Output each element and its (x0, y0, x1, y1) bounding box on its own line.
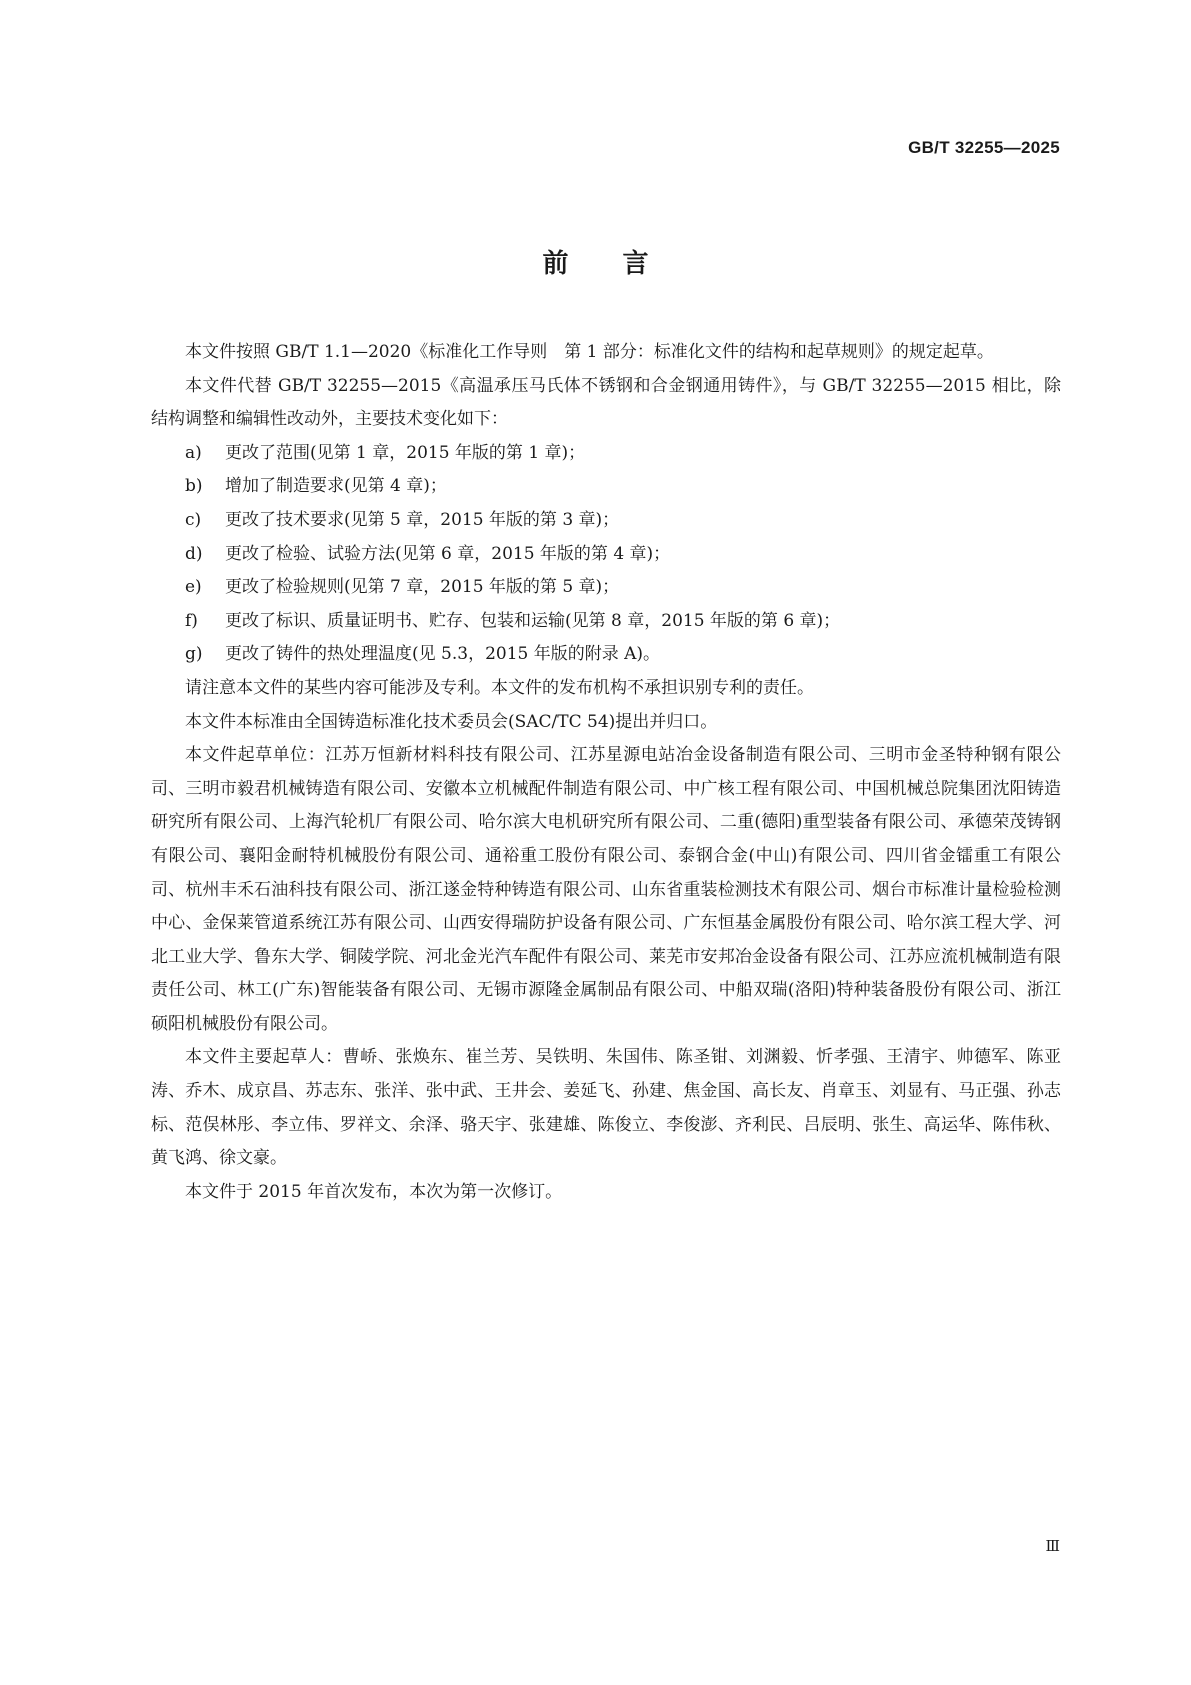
list-item-text: 更改了技术要求(见第 5 章，2015 年版的第 3 章)； (225, 509, 620, 530)
list-item-text: 增加了制造要求(见第 4 章)； (225, 476, 447, 497)
paragraph-proposer: 本文件本标准由全国铸造标准化技术委员会(SAC/TC 54)提出并归口。 (185, 711, 718, 732)
list-item-text: 更改了标识、质量证明书、贮存、包装和运输(见第 8 章，2015 年版的第 6 章)； (225, 610, 841, 631)
list-item (151, 504, 1061, 538)
paragraph-drafting-units: 本文件起草单位：江苏万恒新材料科技有限公司、江苏星源电站冶金设备制造有限公司、三明市金圣特种钢有限公司、三明市毅君机械铸造有限公司、安徽本立机械配件制造有限公司、中广核工程有限公司、中国机械总院集团沈阳铸造研究所有限公司、上海汽轮机厂有限公司、哈尔滨大电机研究所有限公司、二重(德阳)重型装备有限公司、承德荣茂铸钢有限公司、襄阳金耐特机械股份有限公司、通裕重工股份有限公司、泰钢合金(中山)有限公司、四川省金镭重工有限公司、杭州丰禾石油科技有限公司、浙江遂金特种铸造有限公司、山东省重装检测技术有限公司、烟台市标准计量检验检测中心、金保莱管道系统江苏有限公司、山西安得瑞防护设备有限公司、广东恒基金属股份有限公司、哈尔滨工程大学、河北工业大学、鲁东大学、铜陵学院、河北金光汽车配件有限公司、莱芜市安邦冶金设备有限公司、江苏应流机械制造有限责任公司、林工(广东)智能装备有限公司、无锡市源隆金属制品有限公司、中船双瑞(洛阳)特种装备股份有限公司、浙江硕阳机械股份有限公司。 (151, 745, 1061, 1034)
paragraph-drafters: 本文件主要起草人：曹峤、张焕东、崔兰芳、吴铁明、朱国伟、陈圣钳、刘渊毅、忻孝强、王清宇、帅德军、陈亚涛、乔木、成京昌、苏志东、张洋、张中武、王井会、姜延飞、孙建、焦金国、高长友、肖章玉、刘显有、马正强、孙志标、范俣林彤、李立伟、罗祥文、余泽、骆天宇、张建雄、陈俊立、李俊澎、齐利民、吕辰明、张生、高运华、陈伟秋、黄飞鸿、徐文豪。 (151, 1047, 1061, 1169)
page-title: 前言 (542, 249, 703, 279)
list-item-mark: f) (185, 610, 198, 631)
paragraph-replacement: 本文件代替 GB/T 32255—2015《高温承压马氏体不锈钢和合金钢通用铸件》，与 GB/T 32255—2015 相比，除结构调整和编辑性改动外，主要技术变化如下： (151, 375, 1061, 430)
list-item-mark: b) (185, 476, 203, 497)
list-item-mark: g) (185, 644, 203, 665)
list-item (151, 638, 1061, 672)
list-item-text: 更改了检验、试验方法(见第 6 章，2015 年版的第 4 章)； (225, 543, 671, 564)
paragraph-drafting-rules: 本文件按照 GB/T 1.1—2020《标准化工作导则 第 1 部分：标准化文件的结构和起草规则》的规定起草。 (185, 342, 994, 362)
list-item-mark: c) (185, 509, 202, 530)
list-item-text: 更改了铸件的热处理温度(见 5.3，2015 年版的附录 A)。 (225, 644, 661, 665)
foreword-body (151, 336, 1061, 1209)
list-item-mark: a) (185, 442, 202, 463)
paragraph-history: 本文件于 2015 年首次发布，本次为第一次修订。 (185, 1181, 563, 1202)
page-number: Ⅲ (1045, 1537, 1060, 1555)
list-item (151, 470, 1061, 504)
list-item (151, 538, 1061, 572)
list-item (151, 437, 1061, 471)
list-item-text: 更改了检验规则(见第 7 章，2015 年版的第 5 章)； (225, 577, 620, 598)
paragraph-patent-notice: 请注意本文件的某些内容可能涉及专利。本文件的发布机构不承担识别专利的责任。 (185, 677, 814, 698)
list-item-mark: e) (185, 577, 202, 598)
list-item (151, 571, 1061, 605)
standard-number: GB/T 32255—2025 (908, 138, 1060, 157)
list-item-mark: d) (185, 543, 203, 564)
list-item (151, 605, 1061, 639)
list-item-text: 更改了范围(见第 1 章，2015 年版的第 1 章)； (225, 442, 586, 463)
